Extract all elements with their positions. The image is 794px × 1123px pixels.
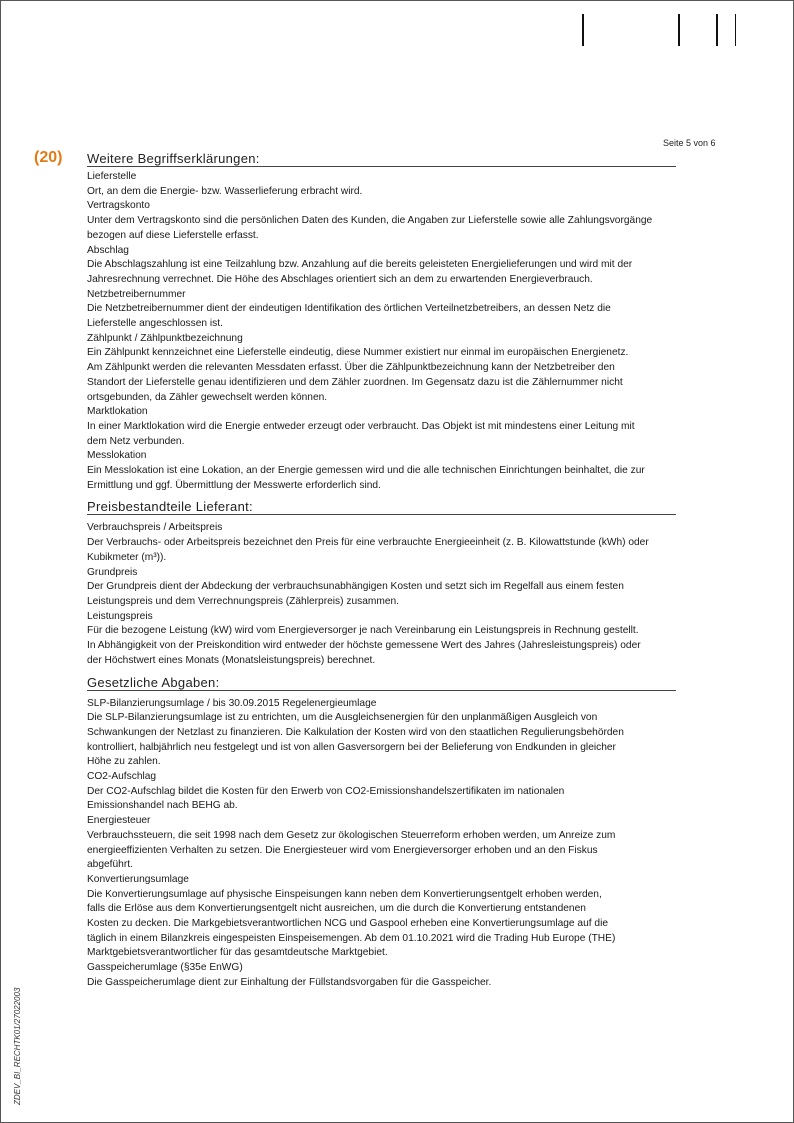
barcode-mark bbox=[678, 14, 680, 46]
term: SLP-Bilanzierungsumlage / bis 30.09.2015 Regelenergieumlage bbox=[87, 697, 377, 709]
section-heading: Weitere Begriffserklärungen: bbox=[87, 152, 676, 167]
barcode-mark bbox=[735, 14, 736, 46]
definition-line: kontrolliert, halbjährlich neu festgelegt und ist von allen Gasversorgern bei der Belieferung von Endkunden in gleicher bbox=[87, 741, 616, 753]
term: Konvertierungsumlage bbox=[87, 873, 189, 885]
definition-line: Die SLP-Bilanzierungsumlage ist zu entrichten, um die Ausgleichsenergien für den unplanmäßigen Ausgleich von bbox=[87, 712, 598, 724]
definition-line: ortsgebunden, da Zähler gewechselt werden können. bbox=[87, 391, 328, 403]
term: Verbrauchspreis / Arbeitspreis bbox=[87, 522, 223, 534]
definition-line: In einer Marktlokation wird die Energie entweder erzeugt oder verbraucht. Das Objekt ist mit mindestens einer Leitung mit bbox=[87, 420, 635, 432]
definition-line: Die Netzbetreibernummer dient der eindeutigen Identifikation des örtlichen Verteilnetzbetreibers, an dessen Netz die bbox=[87, 303, 611, 315]
definition-line: Emissionshandel nach BEHG ab. bbox=[87, 800, 238, 812]
definition-line: dem Netz verbunden. bbox=[87, 435, 185, 447]
term: Energiesteuer bbox=[87, 815, 151, 827]
definition-line: Standort der Lieferstelle genau identifizieren und dem Zähler zuordnen. Im Gegensatz dazu ist die Zählernummer nicht bbox=[87, 376, 623, 388]
definition-line: Kubikmeter (m³)). bbox=[87, 551, 167, 563]
definition-line: energieeffizienten Verhalten zu setzen. Die Energiesteuer wird vom Energieversorger erhoben und an den Fiskus bbox=[87, 844, 598, 856]
definition-line: Marktgebietsverantwortlicher für das gesamtdeutsche Marktgebiet. bbox=[87, 947, 388, 959]
definition-line: Ort, an dem die Energie- bzw. Wasserlieferung erbracht wird. bbox=[87, 185, 363, 197]
barcode-mark bbox=[582, 14, 584, 46]
definition-line: Der Verbrauchs- oder Arbeitspreis bezeichnet den Preis für eine verbrauchte Energieeinheit (z. B. Kilowattstunde (kWh) oder bbox=[87, 537, 649, 549]
section-marker: (20) bbox=[34, 149, 63, 166]
definition-line: Die Konvertierungsumlage auf physische Einspeisungen kann neben dem Konvertierungsentgelt erhoben werden, bbox=[87, 888, 602, 900]
definition-line: Ein Zählpunkt kennzeichnet eine Lieferstelle eindeutig, diese Nummer existiert nur einmal im europäischen Energienetz. bbox=[87, 347, 629, 359]
definition-line: Unter dem Vertragskonto sind die persönlichen Daten des Kunden, die Angaben zur Lieferstelle sowie alle Zahlungsvorgänge bbox=[87, 215, 653, 227]
term: Abschlag bbox=[87, 244, 129, 256]
definition-line: bezogen auf diese Lieferstelle erfasst. bbox=[87, 229, 259, 241]
definition-line: Die Gasspeicherumlage dient zur Einhaltung der Füllstandsvorgaben für die Gasspeicher. bbox=[87, 976, 492, 988]
definition-line: Ermittlung und ggf. Übermittlung der Messwerte erforderlich sind. bbox=[87, 479, 381, 491]
term: Netzbetreibernummer bbox=[87, 288, 186, 300]
definition-line: Verbrauchssteuern, die seit 1998 nach dem Gesetz zur ökologischen Steuerreform erhoben werden, um Anreize zum bbox=[87, 829, 616, 841]
term: Marktlokation bbox=[87, 406, 148, 418]
term: CO2-Aufschlag bbox=[87, 771, 157, 783]
barcode-mark bbox=[716, 14, 718, 46]
definition-line: Höhe zu zahlen. bbox=[87, 756, 161, 768]
document-reference-code: ZDEV_BI_RECHTK01/27022003 bbox=[13, 987, 22, 1105]
page-number: Seite 5 von 6 bbox=[663, 138, 716, 148]
definition-line: Der CO2-Aufschlag bildet die Kosten für den Erwerb von CO2-Emissionshandelszertifikaten im nationalen bbox=[87, 785, 565, 797]
definition-line: abgeführt. bbox=[87, 859, 133, 871]
definition-line: Kosten zu decken. Die Markgebietsverantwortlichen NCG und Gaspool erheben eine Konvertierungsumlage auf die bbox=[87, 918, 608, 930]
definition-list bbox=[87, 697, 687, 991]
definition-line: Lieferstelle angeschlossen ist. bbox=[87, 318, 223, 330]
term: Lieferstelle bbox=[87, 171, 137, 182]
definition-line: Die Abschlagszahlung ist eine Teilzahlung bzw. Anzahlung auf die bereits geleisteten Energielieferungen und wird mit der bbox=[87, 259, 633, 271]
definition-line: Leistungspreis und dem Verrechnungspreis (Zählerpreis) zusammen. bbox=[87, 595, 400, 607]
definition-line: Ein Messlokation ist eine Lokation, an der Energie gemessen wird und die alle technischen Einrichtungen beinhaltet, die zur bbox=[87, 465, 645, 477]
term: Gasspeicherumlage (§35e EnWG) bbox=[87, 962, 243, 974]
definition-line: Schwankungen der Netzlast zu finanzieren. Die Kalkulation der Kosten wird von den staatlichen Regulierungsbehörden bbox=[87, 726, 624, 738]
term: Grundpreis bbox=[87, 566, 138, 578]
definition-list bbox=[87, 170, 687, 493]
definition-line: Der Grundpreis dient der Abdeckung der verbrauchsunabhängigen Kosten und setzt sich im Regelfall aus einem festen bbox=[87, 581, 624, 593]
definition-line: der Höchstwert eines Monats (Monatsleistungspreis) berechnet. bbox=[87, 654, 376, 666]
document-body bbox=[87, 152, 687, 991]
term: Zählpunkt / Zählpunktbezeichnung bbox=[87, 332, 243, 344]
definition-list bbox=[87, 521, 687, 668]
section-heading: Preisbestandteile Lieferant: bbox=[87, 500, 676, 515]
term: Vertragskonto bbox=[87, 200, 150, 212]
section-heading: Gesetzliche Abgaben: bbox=[87, 676, 676, 691]
definition-line: falls die Erlöse aus dem Konvertierungsentgelt nicht ausreichen, um die durch die Konvertierung entstandenen bbox=[87, 903, 586, 915]
term: Messlokation bbox=[87, 450, 147, 462]
term: Leistungspreis bbox=[87, 610, 153, 622]
definition-line: Für die bezogene Leistung (kW) wird vom Energieversorger je nach Vereinbarung ein Leistungspreis in Rechnung gestellt. bbox=[87, 625, 639, 637]
definition-line: Jahresrechnung verrechnet. Die Höhe des Abschlages orientiert sich an dem zu erwartenden Energieverbrauch. bbox=[87, 273, 593, 285]
definition-line: Am Zählpunkt werden die relevanten Messdaten erfasst. Über die Zählpunktbezeichnung kann der Netzbetreiber den bbox=[87, 362, 615, 374]
definition-line: täglich in einem Bilanzkreis eingespeisten Einspeisemengen. Ab dem 01.10.2021 wird die Trading Hub Europe (THE) bbox=[87, 932, 616, 944]
definition-line: In Abhängigkeit von der Preiskondition wird entweder der höchste gemessene Wert des Jahres (Jahresleistungspreis) oder bbox=[87, 640, 641, 652]
